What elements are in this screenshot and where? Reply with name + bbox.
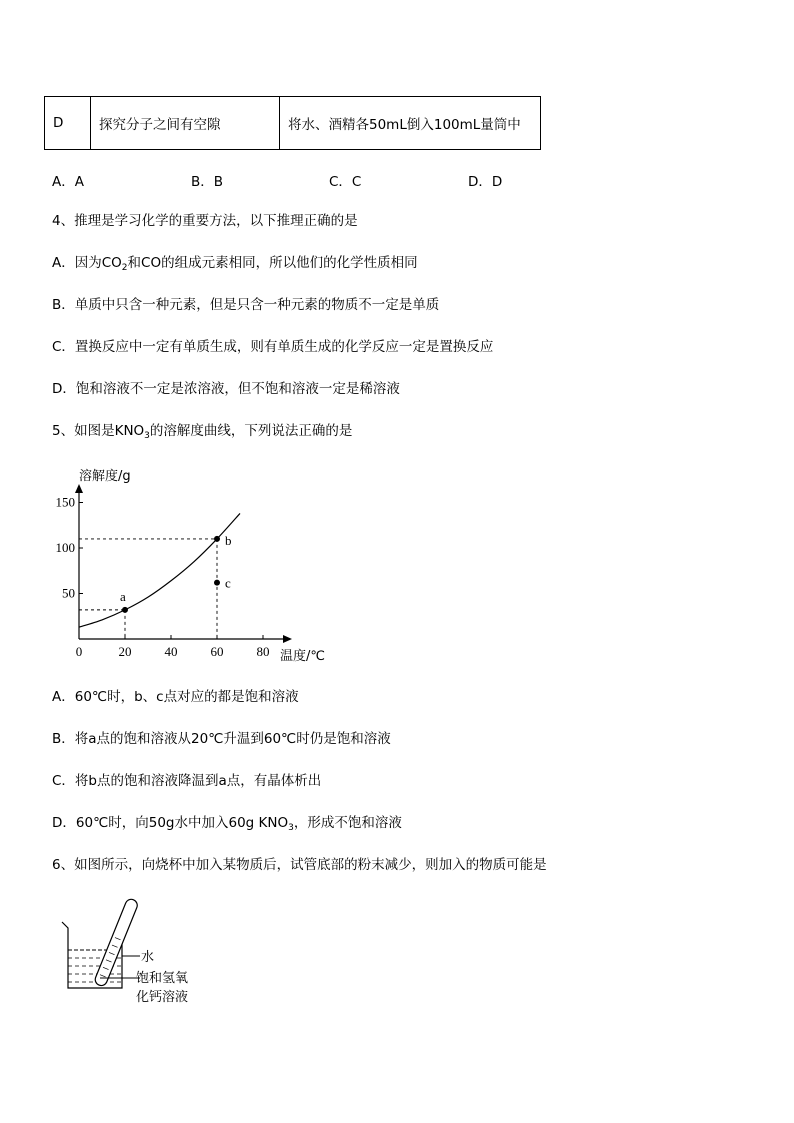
q3-option-a: A．A: [52, 174, 84, 190]
q4-option-a: A．因为$CO_2$和CO的组成元素相同，所以他们的化学性质相同: [52, 255, 418, 273]
y-axis-label: 溶解度/g: [79, 469, 131, 484]
q3-option-d: D．D: [468, 174, 503, 190]
q4-option-c: C．置换反应中一定有单质生成，则有单质生成的化学反应一定是置换反应: [52, 339, 494, 355]
x-tick-label: 40: [164, 644, 178, 659]
q5-option-b: B．将a点的饱和溶液从20℃升温到60℃时仍是饱和溶液: [52, 731, 391, 747]
chart-guides: [79, 539, 217, 639]
x-axis-label: 温度/℃: [280, 649, 325, 664]
solubility-chart: [40, 458, 340, 673]
chart-points: [120, 533, 232, 613]
x-axis-arrow: [283, 635, 292, 643]
y-axis-arrow: [75, 484, 83, 493]
x-tick-label: 20: [118, 644, 132, 659]
q5-stem: 5、如图是$KNO_3$的溶解度曲线，下列说法正确的是: [52, 423, 353, 441]
point-a: [122, 607, 128, 613]
q4-option-b: B．单质中只含一种元素，但是只含一种元素的物质不一定是单质: [52, 297, 440, 313]
q4-stem: 4、推理是学习化学的重要方法，以下推理正确的是: [52, 213, 358, 229]
y-tick-label: 50: [62, 585, 75, 601]
x-tick-label: 80: [256, 644, 270, 659]
y-tick-label: 100: [55, 540, 75, 555]
y-tick-label: 150: [55, 494, 75, 510]
q6-stem: 6、如图所示，向烧杯中加入某物质后，试管底部的粉末减少，则加入的物质可能是: [52, 857, 547, 873]
q3-option-b: B．B: [191, 174, 224, 190]
table-cell-option: D: [45, 97, 91, 150]
q3-options: [52, 170, 612, 188]
q5-option-c: C．将b点的饱和溶液降温到a点，有晶体析出: [52, 773, 322, 789]
x-tick-label: 0: [75, 644, 83, 659]
point-label-c: c: [225, 575, 231, 591]
label-water: 水: [141, 950, 155, 965]
q3-option-c: C．C: [329, 174, 362, 190]
point-label-a: a: [120, 588, 126, 604]
point-label-b: b: [225, 532, 232, 548]
table-cell-experiment: 探究分子之间有空隙: [91, 97, 280, 150]
beaker-diagram: [56, 898, 236, 1018]
label-solution-line2: 化钙溶液: [136, 990, 189, 1005]
label-solution-line1: 饱和氢氧: [136, 971, 189, 986]
table-row: [45, 97, 541, 150]
chart-axes: [56, 484, 293, 659]
point-c: [214, 580, 220, 586]
point-b: [214, 536, 220, 542]
x-tick-label: 60: [210, 644, 224, 659]
q5-option-a: A．60℃时，b、c点对应的都是饱和溶液: [52, 689, 299, 705]
q5-option-d: D．60℃时，向50g水中加入60g $KNO_3$，形成不饱和溶液: [52, 815, 402, 833]
q4-option-d: D．饱和溶液不一定是浓溶液，但不饱和溶液一定是稀溶液: [52, 381, 400, 397]
table-cell-method: 将水、酒精各50mL倒入100mL量筒中: [280, 97, 541, 150]
experiment-table: [44, 96, 541, 150]
test-tube: [93, 898, 139, 987]
